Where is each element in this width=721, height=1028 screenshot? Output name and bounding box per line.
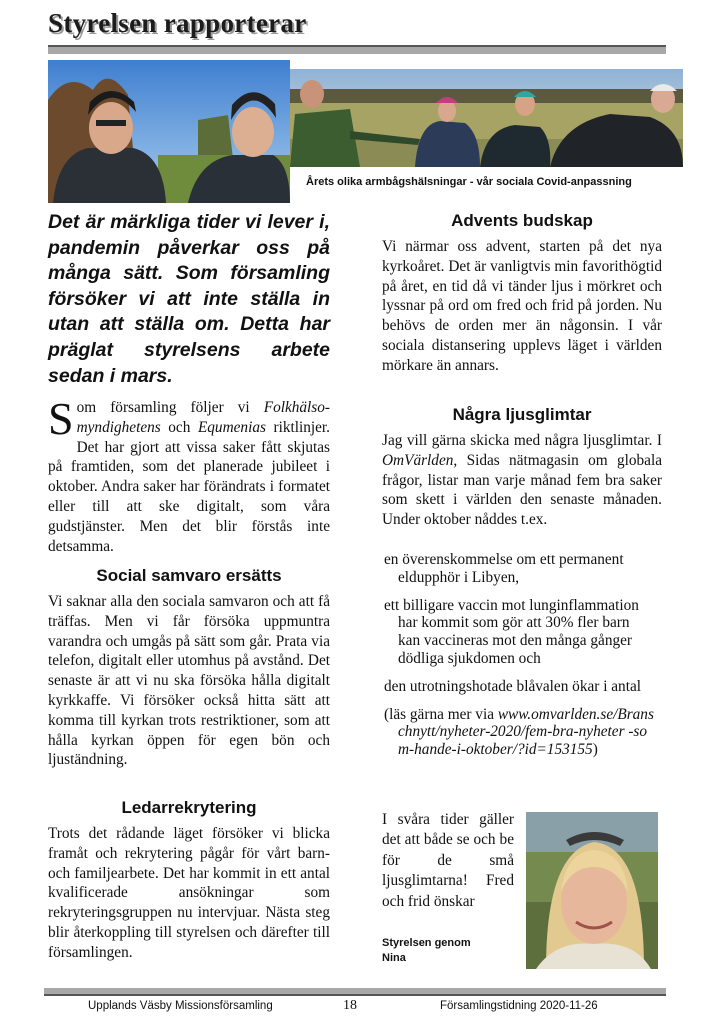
list-item: ett billigare vaccin mot lunginflammation har kommit som gör att 30% fler barn kan vaccineras mot den många gånger dödliga sjukdomen och bbox=[384, 596, 639, 667]
list-item: en överenskommelse om ett permanent eldupphör i Libyen, bbox=[384, 551, 624, 586]
leaders-paragraph: Trots det rådande läget försöker vi blicka framåt och rekrytering pågår för vårt barn- och familjearbete. Det har kommit in ett antal kvalificerade ansökningar som rekryteringsgruppen nu intervjuar. Nästa steg blir återkoppling till styrelsen och därefter till församlingen. bbox=[48, 825, 330, 961]
glimpses-list bbox=[384, 551, 654, 759]
social-paragraph: Vi saknar alla den sociala samvaron och att få träffas. Men vi får försöka uppmuntra varandra och umgås på sätt som går. Prata via telefon, digitalt eller utomhus på avstånd. Det senaste är att vi nu ska försöka hålla digitalt kyrkkaffe. Vi försöker också hitta sätt att komma till kyrkan trots restriktioner, som att hålla kyrkan öppen för egen bön och ljuständning. bbox=[48, 593, 330, 769]
heading-leaders: Ledarrekrytering bbox=[121, 798, 257, 817]
footer-organization: Upplands Väsby Missionsförsamling bbox=[88, 1000, 273, 1012]
footer-publication: Församlingstidning 2020-11-26 bbox=[440, 1000, 598, 1012]
drop-cap: S bbox=[48, 393, 74, 444]
page-number: 18 bbox=[343, 998, 357, 1013]
list-item: den utrotningshotade blåvalen ökar i antal bbox=[384, 677, 641, 695]
heading-advent: Advents budskap bbox=[451, 211, 593, 230]
heading-social: Social samvaro ersätts bbox=[96, 566, 282, 585]
photo-group-elbow-greeting bbox=[290, 69, 683, 167]
heading-glimpses: Några ljusglimtar bbox=[452, 405, 592, 424]
signature: Styrelsen genom Nina bbox=[382, 937, 471, 964]
photo-nina-portrait bbox=[526, 812, 658, 969]
glimpses-paragraph: Jag vill gärna skicka med några ljusglimtar. I OmVärlden, Sidas nätmagasin om globala frågor, listar man varje månad fem bra saker som skett i världen den senaste månaden. Under oktober nåddes t.ex. bbox=[382, 432, 662, 529]
intro-paragraph: Som församling följer vi Folkhälso-myndighetens och Equmenias riktlinjer. Det har gjort att vissa saker fått skjutas på framtiden, som det planerade jubileet i oktober. Andra saker har förändrats i formatet eller till att ske digitalt, som våra gudstjänster. Men det blir förstås inte detsamma. bbox=[48, 393, 330, 555]
photo-two-men bbox=[48, 60, 290, 203]
omvarlden-link[interactable]: www.omvarlden.se/Branschnytt/nyheter-2020/fem-bra-nyheter -som-hande-i-oktober/?id=153155 bbox=[398, 705, 654, 759]
closing-paragraph: I svåra tider gäller det att både se och be för de små ljusglimtarna! Fred och frid önskar bbox=[382, 811, 514, 910]
photo-caption: Årets olika armbågshälsningar - vår sociala Covid-anpassning bbox=[306, 176, 632, 188]
omvarlden-link-paragraph: (läs gärna mer via www.omvarlden.se/Branschnytt/nyheter-2020/fem-bra-nyheter -som-hande-i-oktober/?id=153155) bbox=[384, 705, 654, 759]
advent-paragraph: Vi närmar oss advent, starten på det nya kyrkoåret. Det är vanligtvis min favorithögtid på året, en tid då vi tänder ljus i mörkret och lyssnar på ord om fred och frid på jorden. Nu behövs de orden mer än någonsin. I vår sociala distansering upplevs läget i världen mörkare än annars. bbox=[382, 238, 662, 374]
header-rule bbox=[48, 45, 666, 54]
lead-paragraph: Det är märkliga tider vi lever i, pandemin påverkar oss på många sätt. Som församling försöker vi att inte ställa in utan att ställa om. Detta har präglat styrelsens arbete sedan i mars. bbox=[48, 211, 330, 387]
page-title: Styrelsen rapporterar bbox=[48, 8, 307, 38]
footer-rule bbox=[44, 988, 666, 996]
